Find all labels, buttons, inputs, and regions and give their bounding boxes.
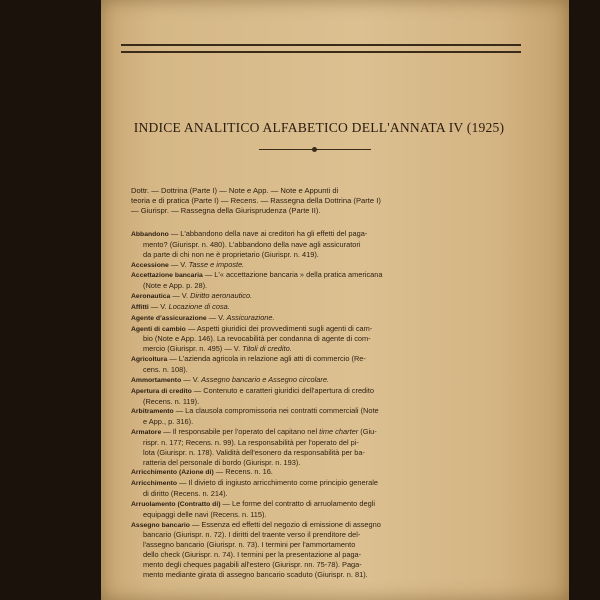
entry-keyword: Arricchimento [131,480,178,488]
index-title: INDICE ANALITICO ALFABETICO DELL'ANNATA IV (1925) [133,120,505,135]
legend-line: — Giurispr. — Rassegna della Giurisprudenza (Parte II). [131,206,321,215]
legend-line: Dottr. — Dottrina (Parte I) — Note e App. — Note e Appunti di [131,186,339,195]
entry-keyword: Accessione [131,261,169,269]
legend-line: teoria e di pratica (Parte I) — Recens. — Rassegna della Dottrina (Parte I) [131,196,381,205]
entry-continuation-line [131,250,533,260]
entry-continuation-line [131,550,533,560]
entry-text: — Essenza ed effetti del negozio di emissione di assegno [189,519,381,529]
entry-continuation-line [131,365,533,375]
entry-text: — Le forme del contratto di arruolamento degli [220,498,375,508]
index-entry [131,375,533,386]
entry-text: — V. Locazione di cosa. [148,301,230,311]
entry-text: — V. Diritto aeronautico. [170,291,253,301]
entry-continuation-line [131,334,533,344]
entry-first-line [131,478,533,489]
entry-text: cens. n. 108). [143,364,188,374]
entry-continuation-line [131,510,533,520]
header-rule-top [121,44,521,46]
index-entry [131,520,533,580]
index-entries [131,229,533,580]
entry-text: — Il divieto di ingiusto arricchimento come principio generale [177,478,378,488]
entry-text: — L'« accettazione bancaria » della pratica americana [202,270,383,280]
entry-continuation-line [131,344,533,354]
entry-text: da parte di chi non ne è proprietario (Giurispr. n. 419). [143,249,319,259]
entry-first-line [131,427,533,438]
index-entry [131,313,533,324]
entry-text: bio (Note e App. 146). La revocabilità per condanna di agente di com- [143,334,371,344]
entry-continuation-line [131,560,533,570]
entry-keyword: Arbitramento [131,408,174,416]
entry-text: dello check (Giurispr. n. 74). I termini per la presentazione al paga- [143,550,362,560]
entry-text: — La clausola compromissoria nei contratti commerciali (Note [173,406,379,416]
entry-first-line [131,375,533,386]
header-rule-bottom [121,51,521,53]
index-entry [131,406,533,427]
entry-first-line [131,520,533,531]
entry-continuation-line [131,530,533,540]
abbreviation-legend [131,186,531,216]
entry-text: e App., p. 316). [143,417,194,427]
index-entry [131,302,533,313]
entry-continuation-line [131,397,533,407]
entry-text: — V. Assegno bancario e Assegno circolare. [181,374,329,384]
title-ornament [259,149,371,150]
entry-text: mento mediante girata di assegno bancario scaduto (Giurispr. n. 81). [143,569,368,579]
index-entry [131,229,533,260]
entry-text: — V. Assicurazione. [206,312,275,322]
entry-first-line [131,313,533,324]
entry-text: — V. Tasse e imposte. [168,259,245,269]
index-entry [131,270,533,291]
entry-first-line [131,302,533,313]
entry-first-line [131,324,533,335]
entry-keyword: Arruolamento (Contratto di) [131,500,221,508]
index-entry [131,386,533,407]
entry-text: — Aspetti giuridici dei provvedimenti sugli agenti di cam- [185,323,373,333]
index-entry [131,260,533,271]
entry-keyword: Agricoltura [131,356,168,364]
index-entry [131,499,533,520]
entry-keyword: Affitti [131,303,149,311]
entry-text: equipaggi delle navi (Recens. n. 115). [143,509,267,519]
entry-text: (Note e App. p. 28). [143,281,208,291]
entry-keyword: Armatore [131,429,162,437]
entry-keyword: Agente d'assicurazione [131,314,207,322]
entry-continuation-line [131,240,533,250]
entry-continuation-line [131,438,533,448]
entry-keyword: Abbandono [131,231,169,238]
entry-first-line [131,291,533,302]
entry-first-line [131,354,533,365]
document-page [101,0,569,600]
entry-text: — Il responsabile per l'operato del capitano nel time charter (Giu- [161,427,377,437]
entry-keyword: Ammortamento [131,376,182,384]
index-entry [131,291,533,302]
entry-first-line [131,260,533,271]
entry-text: mercio (Giurispr. n. 495) — V. Titoli di credito. [143,344,292,354]
entry-keyword: Agenti di cambio [131,325,186,333]
entry-text: mento? (Giurispr. n. 480). L'abbandono della nave agli assicuratori [143,239,361,249]
entry-first-line [131,499,533,510]
entry-text: l'assegno bancario (Giurispr. n. 73). I termini per l'ammortamento [143,540,356,550]
ornament-dot [312,147,317,152]
entry-text: mento degli cheques pagabili all'estero (Giurispr. nn. 75-78). Paga- [143,560,362,569]
entry-continuation-line [131,458,533,468]
entry-continuation-line [131,540,533,550]
index-entry [131,427,533,467]
entry-keyword: Arricchimento (Azione di) [131,469,214,477]
entry-first-line [131,467,533,478]
index-entry [131,478,533,499]
entry-keyword: Apertura di credito [131,387,192,395]
entry-text: rispr. n. 177; Recens. n. 99). La responsabilità per l'operato del pi- [143,437,359,447]
entry-keyword: Assegno bancario [131,521,190,529]
entry-continuation-line [131,281,533,291]
entry-first-line [131,229,533,240]
entry-text: — Recens. n. 16. [213,467,273,477]
entry-keyword: Accettazione bancaria [131,272,203,280]
entry-text: di diritto (Recens. n. 214). [143,489,228,499]
entry-continuation-line [131,489,533,499]
entry-first-line [131,406,533,417]
entry-continuation-line [131,570,533,580]
entry-text: ratteria del personale di bordo (Giurispr. n. 193). [143,457,301,467]
entry-continuation-line [131,417,533,427]
index-entry [131,467,533,478]
index-entry [131,324,533,355]
entry-text: lota (Giurispr. n. 178). Validità dell'esonero da responsabilità per ba- [143,447,365,457]
entry-first-line [131,386,533,397]
entry-first-line [131,270,533,281]
entry-text: — Contenuto e caratteri giuridici dell'apertura di credito [191,385,374,395]
entry-text: bancario (Giurispr. n. 72). I diritti del traente verso il prenditore del- [143,530,361,540]
entry-text: — L'azienda agricola in relazione agli atti di commercio (Re- [167,354,366,364]
index-entry [131,354,533,375]
entry-text: — L'abbandono della nave ai creditori ha gli effetti del paga- [168,229,368,238]
entry-keyword: Aeronautica [131,293,171,301]
entry-continuation-line [131,448,533,458]
entry-text: (Recens. n. 119). [143,396,200,406]
